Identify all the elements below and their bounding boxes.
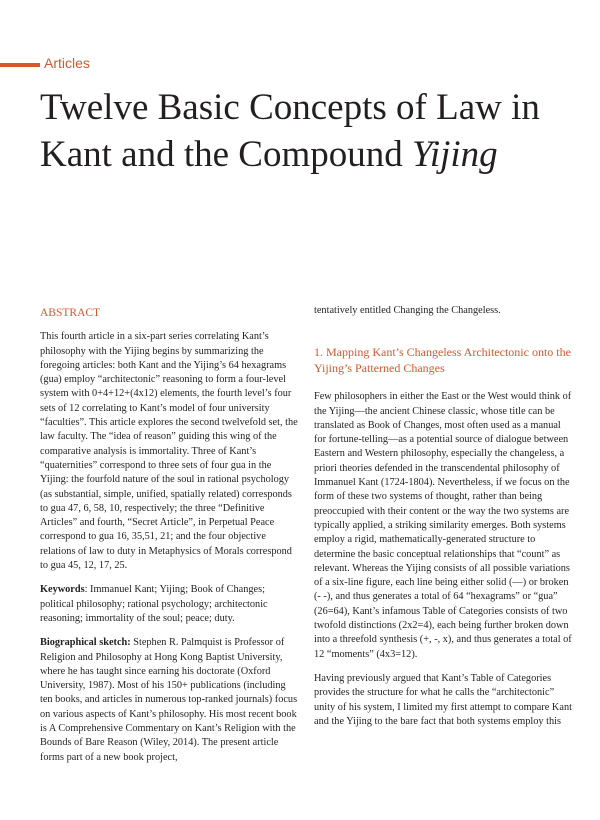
abstract-heading: ABSTRACT <box>40 307 101 319</box>
biographical-sketch <box>40 636 298 765</box>
abstract-text: This fourth article in a six-part series correlating Kant’s philosophy with the Yijing begins by summarizing the foregoing articles: both Kant and the Yijing’s 64 hexagrams (gua) employ “architectonic” reasoning to form a four-level system with 0+4+12+(4x12) elements, the fourth level’s four sets of 12 correlating to Kant’s model of four university “faculties”. This article explores the second twelvefold set, the law faculty. The “idea of reason” guiding this wing of the comparative analysis is immortality. Three of Kant’s “quaternities” correspond to three sets of four gua in the Yijing: the fourfold nature of the soul in rational psychology (as substantial, simple, unified, spatially related) corresponds to gua 47, 6, 58, 10, respectively; the three “Definitive Articles” and fourth, “Secret Article”, in Perpetual Peace correspond to gua 16, 35,51, 21; and the four objective relations of law to duty in Metaphysics of Morals correspond to gua 45, 12, 17, 25. <box>40 331 298 572</box>
kicker-bar <box>0 63 40 67</box>
keywords-label: Keywords <box>40 584 85 596</box>
article-title <box>40 84 570 178</box>
continuation-text: tentatively entitled Changing the Changeless. <box>314 305 501 316</box>
body-paragraph-2: Having previously argued that Kant’s Table of Categories provides the structure for what he calls the “architectonic” unity of his system, I limited my first attempt to compare Kant and the Yijing to the bare fact that both systems employ this <box>314 672 572 727</box>
left-column <box>40 300 298 775</box>
keywords-text: : Immanuel Kant; Yijing; Book of Changes; political philosophy; rational psychology; architectonic reasoning; immortality of the soul; peace; duty. <box>40 584 268 624</box>
body-paragraph-1: Few philosophers in either the East or the West would think of the Yijing—the ancient Chinese classic, whose title can be translated as Book of Changes, most often used as a manual for fortune-telling—as a potential source of dialogue between Eastern and Western philosophy, especially the changeless, a priori theories defended in the transcendental philosophy of Immanuel Kant (1724-1804). Nevertheless, if we focus on the form of these two systems of thought, rather than being preoccupied with their content or the way the two systems are typically applied, a striking similarity emerges. Both systems employ a rigid, mathematically-generated structure to determine the basic conceptual relationships that “count” as relevant. Whereas the Yijing consists of all possible variations of a six-line figure, each line being either solid (—) or broken (- -), and thus generates a total of 64 “hexagrams” or “gua” (26=64), Kant’s infamous Table of Categories consists of two twofold distinctions (2x2=4), each being further broken down into a threefold synthesis (+, -, x), and thus generates a total of 12 “moments” (4x3=12). <box>314 391 572 660</box>
title-main: Twelve Basic Concepts of Law in Kant and the Compound <box>40 87 540 175</box>
title-italic: Yijing <box>412 134 498 175</box>
section-heading: 1. Mapping Kant’s Changeless Architectonic onto the Yijing’s Patterned Changes <box>314 345 571 376</box>
bio-text: Stephen R. Palmquist is Professor of Religion and Philosophy at Hong Kong Baptist University, where he has taught since earning his doctorate (Oxford University, 1987). Most of his 150+ publications (including ten books, and articles in numerous top-ranked journals) focus on various aspects of Kant’s philosophy. His most recent book is A Comprehensive Commentary on Kant’s Religion with the Bounds of Bare Reason (Wiley, 2014). The present article forms part of a new book project, <box>40 637 298 763</box>
right-column <box>314 304 572 739</box>
bio-label: Biographical sketch: <box>40 637 131 649</box>
keywords <box>40 583 298 626</box>
section-kicker: Articles <box>44 55 90 71</box>
